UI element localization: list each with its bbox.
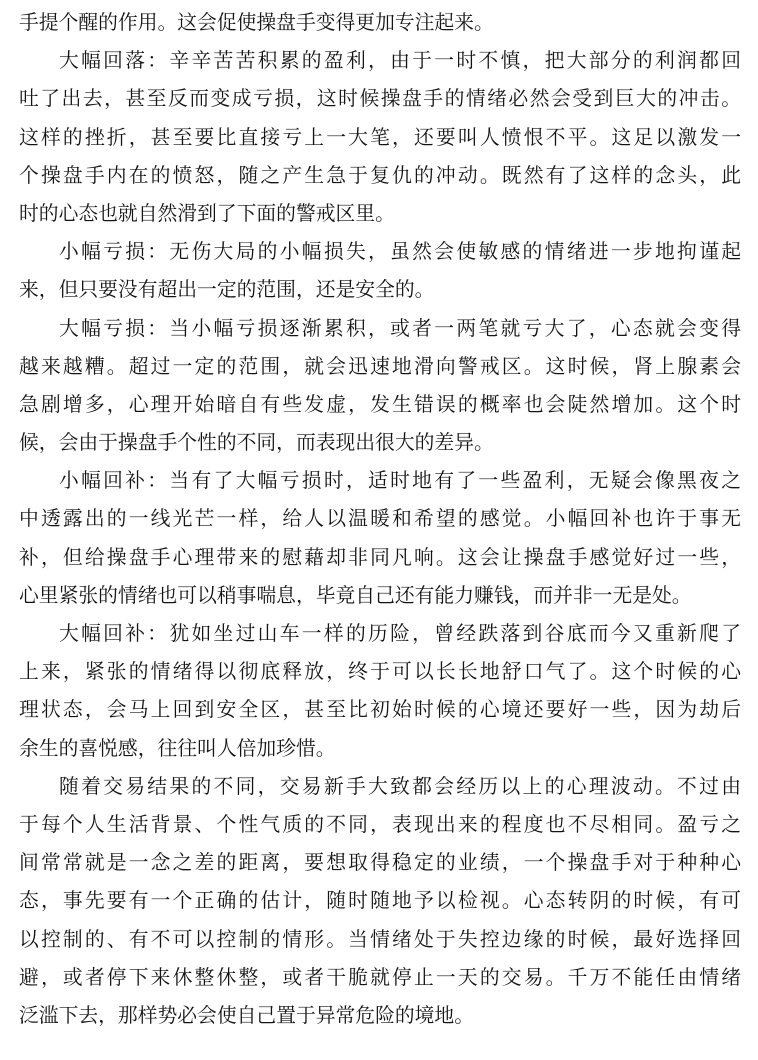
text-line: 泛滥下去，那样势必会使自己置于异常危险的境地。 [19, 1003, 474, 1027]
text-line: 理状态，会马上回到安全区，甚至比初始时候的心境还要好一些，因为劫后 [19, 698, 741, 722]
document-page [19, 4, 741, 1035]
text-line: 补，但给操盘手心理带来的慰藉却非同凡响。这会让操盘手感觉好过一些， [19, 545, 741, 569]
text-line: 中透露出的一线光芒一样，给人以温暖和希望的感觉。小幅回补也许于事无 [19, 507, 741, 531]
text-line: 间常常就是一念之差的距离，要想取得稳定的业绩，一个操盘手对于种种心 [19, 851, 741, 875]
text-line: 这样的挫折，甚至要比直接亏上一大笔，还要叫人愤恨不平。这足以激发一 [19, 125, 741, 149]
text-line: 小幅回补：当有了大幅亏损时，适时地有了一些盈利，无疑会像黑夜之 [59, 469, 741, 493]
text-line: 个操盘手内在的愤怒，随之产生急于复仇的冲动。既然有了这样的念头，此 [19, 163, 741, 187]
paragraph [19, 768, 741, 1035]
text-line: 大幅回落：辛辛苦苦积累的盈利，由于一时不慎，把大部分的利润都回 [59, 49, 741, 73]
paragraph [19, 310, 741, 463]
text-line: 上来，紧张的情绪得以彻底释放，终于可以长长地舒口气了。这个时候的心 [19, 660, 741, 684]
text-line: 避，或者停下来休整休整，或者干脆就停止一天的交易。千万不能任由情绪 [19, 965, 741, 989]
text-line: 心里紧张的情绪也可以稍事喘息，毕竟自己还有能力赚钱，而并非一无是处。 [19, 583, 692, 607]
text-line: 候，会由于操盘手个性的不同，而表现出很大的差异。 [19, 431, 494, 455]
text-line: 随着交易结果的不同，交易新手大致都会经历以上的心理波动。不过由 [59, 774, 741, 798]
paragraph [19, 233, 741, 309]
paragraph [19, 4, 741, 42]
text-line: 来，但只要没有超出一定的范围，还是安全的。 [19, 278, 435, 302]
text-line: 越来越糟。超过一定的范围，就会迅速地滑向警戒区。这时候，肾上腺素会 [19, 354, 741, 378]
text-line: 时的心态也就自然滑到了下面的警戒区里。 [19, 201, 395, 225]
text-line: 大幅回补：犹如坐过山车一样的历险，曾经跌落到谷底而今又重新爬了 [59, 622, 741, 645]
paragraph [19, 42, 741, 233]
text-line: 吐了出去，甚至反而变成亏损，这时候操盘手的情绪必然会受到巨大的冲击。 [19, 87, 741, 111]
text-line: 以控制的、有不可以控制的情形。当情绪处于失控边缘的时候，最好选择回 [19, 927, 741, 951]
paragraph [19, 615, 741, 768]
text-line: 于每个人生活背景、个性气质的不同，表现出来的程度也不尽相同。盈亏之 [19, 812, 741, 836]
text-line: 态，事先要有一个正确的估计，随时随地予以检视。心态转阴的时候，有可 [19, 889, 741, 913]
text-line: 急剧增多，心理开始暗自有些发虚，发生错误的概率也会陡然增加。这个时 [19, 392, 741, 416]
paragraph [19, 462, 741, 615]
text-line: 小幅亏损：无伤大局的小幅损失，虽然会使敏感的情绪进一步地拘谨起 [59, 240, 741, 264]
text-line: 大幅亏损：当小幅亏损逐渐累积，或者一两笔就亏大了，心态就会变得 [59, 316, 741, 340]
text-line: 手提个醒的作用。这会促使操盘手变得更加专注起来。 [19, 11, 494, 34]
text-line: 余生的喜悦感，往往叫人倍加珍惜。 [19, 736, 336, 760]
